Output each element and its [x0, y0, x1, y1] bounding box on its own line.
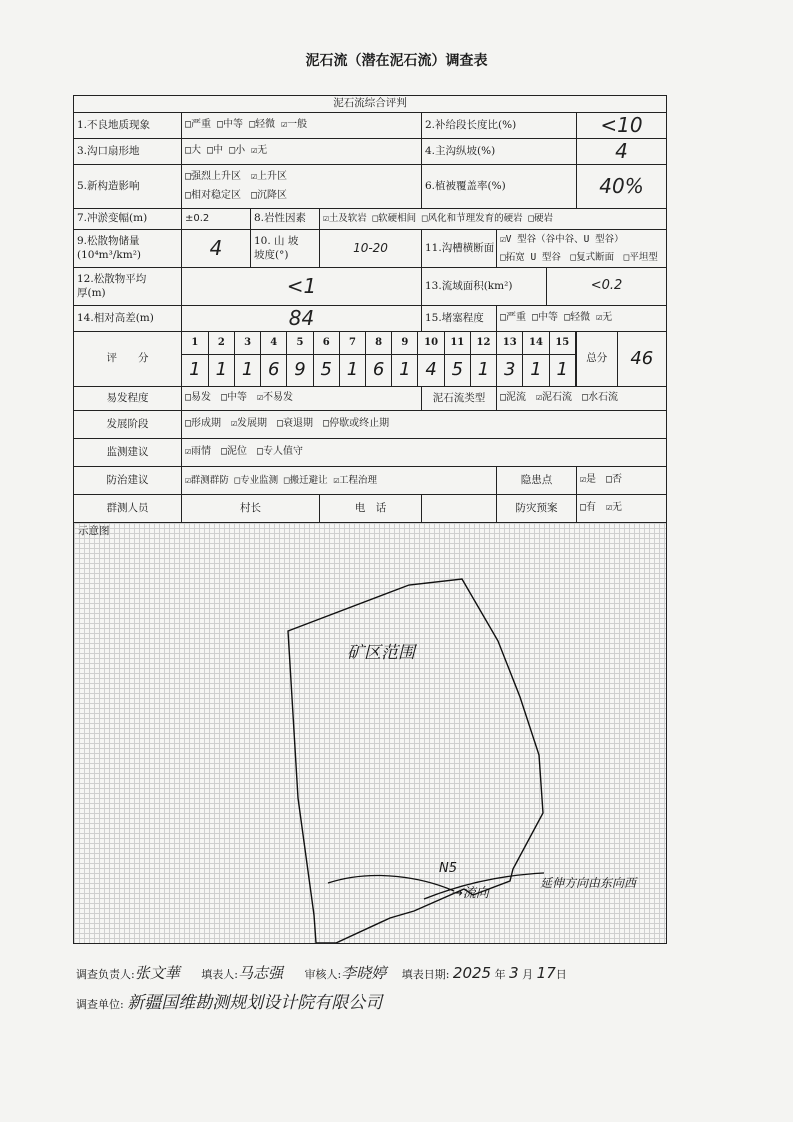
- label-stage: 发展阶段: [74, 411, 182, 439]
- label-cross-section: 11.沟槽横断面: [422, 230, 497, 268]
- score-index-13: 13: [497, 332, 523, 354]
- label-hazard-point: 隐患点: [497, 467, 577, 495]
- value-hill-slope[interactable]: 10-20: [320, 230, 422, 268]
- score-value-10[interactable]: 4: [418, 354, 444, 386]
- date-month-unit: 月: [522, 968, 534, 981]
- value-loose-volume[interactable]: 4: [182, 230, 251, 268]
- options-cross-section[interactable]: ☑V 型谷（谷中谷、U 型谷） □拓宽 U 型谷 □复式断面 □平坦型: [497, 230, 667, 268]
- options-fan[interactable]: □大 □中 □小 ☑无: [182, 139, 422, 165]
- label-scour: 7.冲淤变幅(m): [74, 209, 182, 230]
- score-index-9: 9: [392, 332, 418, 354]
- label-hill-slope: 10. 山 坡 坡度(°): [251, 230, 320, 268]
- score-index-1: 1: [182, 332, 208, 354]
- sketch-label: 示意图: [78, 525, 110, 537]
- label-scoring: 评 分: [74, 332, 182, 387]
- score-value-2[interactable]: 1: [208, 354, 234, 386]
- boundary-line-left: [328, 875, 454, 891]
- score-index-14: 14: [523, 332, 549, 354]
- footer-line-2: [76, 988, 382, 1013]
- label-blockage: 15.堵塞程度: [422, 306, 497, 332]
- score-index-4: 4: [261, 332, 287, 354]
- options-monitor[interactable]: ☑雨情 □泥位 □专人值守: [182, 439, 667, 467]
- score-value-11[interactable]: 5: [444, 354, 470, 386]
- score-index-12: 12: [470, 332, 496, 354]
- scoring-grid: [182, 332, 577, 387]
- label-main-slope: 4.主沟纵坡(%): [422, 139, 577, 165]
- date-year[interactable]: 2025: [452, 964, 492, 982]
- value-loose-thickness[interactable]: <1: [182, 268, 422, 306]
- date-label: 填表日期:: [401, 968, 450, 981]
- label-vegetation: 6.植被覆盖率(%): [422, 165, 577, 209]
- label-susceptibility: 易发程度: [74, 387, 182, 411]
- value-main-slope[interactable]: 4: [577, 139, 667, 165]
- sketch-area: [74, 523, 666, 943]
- score-value-3[interactable]: 1: [234, 354, 260, 386]
- value-basin-area[interactable]: <0.2: [547, 268, 667, 306]
- mine-area-outline: [288, 579, 543, 943]
- options-plan[interactable]: □有 ☑无: [577, 495, 667, 523]
- score-value-14[interactable]: 1: [523, 354, 549, 386]
- options-stage[interactable]: □形成期 ☑发展期 □衰退期 □停歇或终止期: [182, 411, 667, 439]
- mine-area-label: 矿区范围: [347, 643, 415, 663]
- sketch-cell: [74, 523, 667, 944]
- score-index-15: 15: [549, 332, 575, 354]
- ns-label: N5: [439, 861, 457, 876]
- date-month[interactable]: 3: [509, 964, 519, 982]
- options-susceptibility[interactable]: □易发 □中等 ☑不易发: [182, 387, 422, 411]
- unit-label: 调查单位:: [76, 998, 124, 1011]
- flow-direction-label: →流向: [452, 886, 489, 901]
- label-plan: 防灾预案: [497, 495, 577, 523]
- label-relative-height: 14.相对高差(m): [74, 306, 182, 332]
- label-loose-thickness: 12.松散物平均 厚(m): [74, 268, 182, 306]
- page-title: 泥石流（潜在泥石流）调查表: [305, 53, 488, 69]
- label-monitor: 监测建议: [74, 439, 182, 467]
- value-vegetation[interactable]: 40%: [577, 165, 667, 209]
- options-lithology[interactable]: ☑土及软岩 □软硬相间 □风化和节理发育的硬岩 □硬岩: [320, 209, 667, 230]
- score-value-12[interactable]: 1: [470, 354, 496, 386]
- value-scour[interactable]: ±0.2: [182, 209, 251, 230]
- score-value-7[interactable]: 1: [339, 354, 365, 386]
- score-value-8[interactable]: 6: [366, 354, 392, 386]
- label-tectonic: 5.新构造影响: [74, 165, 182, 209]
- label-supply-ratio: 2.补给段长度比(%): [422, 113, 577, 139]
- label-flow-type: 泥石流类型: [422, 387, 497, 411]
- score-index-11: 11: [444, 332, 470, 354]
- date-day-unit: 日: [555, 968, 567, 981]
- score-value-1[interactable]: 1: [182, 354, 208, 386]
- score-index-2: 2: [208, 332, 234, 354]
- options-blockage[interactable]: □严重 □中等 □轻微 ☑无: [497, 306, 667, 332]
- total-label: 总分: [577, 332, 617, 386]
- options-bad-geology[interactable]: □严重 □中等 □轻微 ☑一般: [182, 113, 422, 139]
- score-value-13[interactable]: 3: [497, 354, 523, 386]
- unit-value[interactable]: 新疆国维勘测规划设计院有限公司: [127, 993, 383, 1013]
- value-phone[interactable]: [422, 495, 497, 523]
- survey-form: [73, 95, 667, 944]
- total-value[interactable]: 46: [630, 347, 654, 369]
- footer-line-1: [76, 962, 567, 983]
- label-village-head: 村长: [182, 495, 320, 523]
- options-tectonic-b: □相对稳定区 □沉降区: [185, 189, 288, 201]
- label-lithology: 8.岩性因素: [251, 209, 320, 230]
- score-value-5[interactable]: 9: [287, 354, 313, 386]
- label-fan: 3.沟口扇形地: [74, 139, 182, 165]
- score-index-10: 10: [418, 332, 444, 354]
- label-basin-area: 13.流域面积(km²): [422, 268, 547, 306]
- resp-label: 调查负责人:: [76, 968, 135, 981]
- date-year-unit: 年: [494, 968, 506, 981]
- label-loose-volume: 9.松散物储量 (10⁴m³/km²): [74, 230, 182, 268]
- label-prevention: 防治建议: [74, 467, 182, 495]
- score-index-8: 8: [366, 332, 392, 354]
- score-index-6: 6: [313, 332, 339, 354]
- date-day[interactable]: 17: [536, 964, 556, 982]
- score-value-4[interactable]: 6: [261, 354, 287, 386]
- reviewer-label: 审核人:: [304, 968, 342, 981]
- score-index-7: 7: [339, 332, 365, 354]
- options-tectonic-a: □强烈上升区 ☑上升区: [185, 171, 288, 182]
- value-supply-ratio[interactable]: <10: [577, 113, 667, 139]
- score-value-15[interactable]: 1: [549, 354, 575, 386]
- score-index-5: 5: [287, 332, 313, 354]
- extend-direction-label: 延伸方向由东向西: [540, 876, 637, 890]
- reviewer-value[interactable]: 李晓婷: [341, 964, 387, 982]
- options-hazard-point[interactable]: ☑是 □否: [577, 467, 667, 495]
- total-score-cell: [577, 332, 667, 387]
- label-monitor-staff: 群测人员: [74, 495, 182, 523]
- options-prevention[interactable]: ☑群测群防 □专业监测 □搬迁避让 ☑工程治理: [182, 467, 497, 495]
- resp-value[interactable]: 张文華: [134, 964, 180, 982]
- section-header: 泥石流综合评判: [74, 96, 667, 113]
- filler-label: 填表人:: [201, 968, 238, 981]
- label-phone: 电 话: [320, 495, 422, 523]
- options-tectonic[interactable]: [182, 165, 422, 209]
- score-value-6[interactable]: 5: [313, 354, 339, 386]
- score-index-3: 3: [234, 332, 260, 354]
- label-bad-geology: 1.不良地质现象: [74, 113, 182, 139]
- options-flow-type[interactable]: □泥流 ☑泥石流 □水石流: [497, 387, 667, 411]
- value-relative-height[interactable]: 84: [182, 306, 422, 332]
- score-value-9[interactable]: 1: [392, 354, 418, 386]
- filler-value[interactable]: 马志强: [237, 964, 283, 982]
